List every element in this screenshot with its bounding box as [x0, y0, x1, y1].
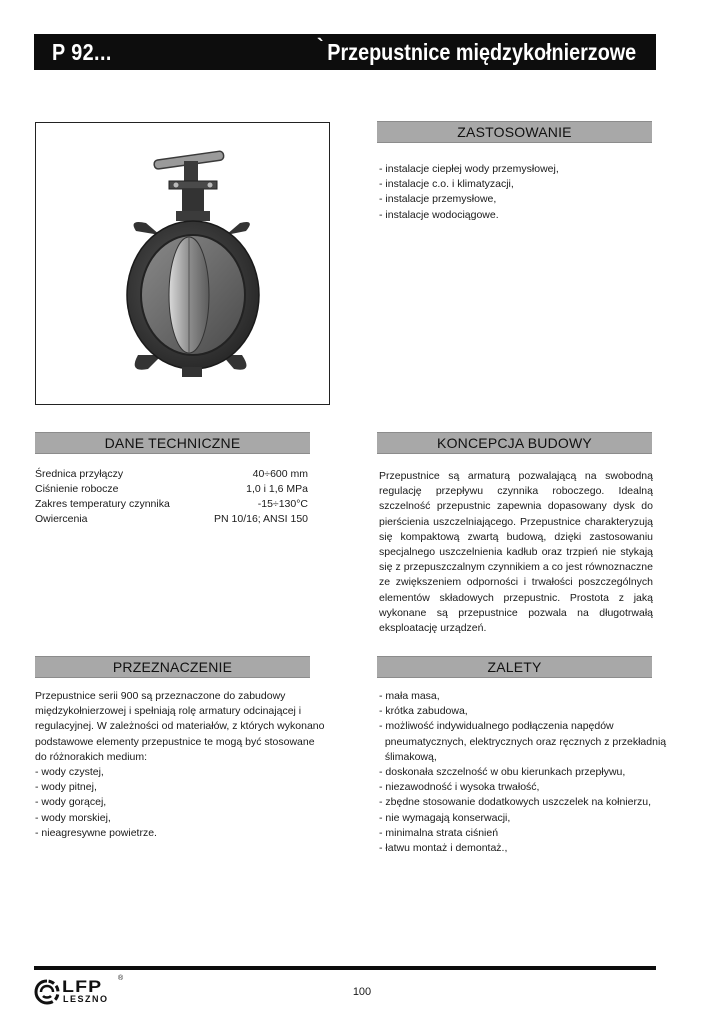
list-item: - wody gorącej, [35, 796, 107, 809]
text-line: Przepustnice serii 900 są przeznaczone do zabudowy [35, 690, 286, 702]
lfp-logo [34, 977, 134, 1009]
list-item: pneumatycznych, elektrycznych oraz ręcznych z przekładnią [379, 735, 667, 748]
list-item: - łatwu montaż i demontaż., [379, 842, 508, 855]
list-item: - instalacje c.o. i klimatyzacji, [379, 178, 514, 191]
spec-label: Ciśnienie robocze [35, 483, 119, 495]
page-number: 100 [352, 986, 372, 998]
list-item: - krótka zabudowa, [379, 705, 468, 718]
product-code: P 92... [52, 39, 112, 65]
registered-mark: ® [118, 975, 124, 982]
spec-value: PN 10/16; ANSI 150 [214, 513, 308, 525]
spec-label: Owiercenia [35, 513, 88, 525]
list-item: - instalacje ciepłej wody przemysłowej, [379, 163, 559, 175]
spec-label: Zakres temperatury czynnika [35, 498, 170, 510]
zastosowanie-list [379, 162, 652, 223]
list-item: ślimakową, [379, 750, 437, 763]
spec-label: Średnica przyłączy [35, 468, 124, 480]
przeznaczenie-text [35, 689, 325, 841]
logo-wordmark: LFP [62, 977, 103, 996]
spec-row-pressure [35, 482, 308, 497]
list-item: - doskonała szczelność w obu kierunkach przepływu, [379, 766, 626, 779]
logo-city: LESZNO [63, 994, 109, 1004]
list-item: - instalacje przemysłowe, [379, 193, 497, 206]
spec-row-drilling [35, 512, 308, 527]
header-tick-mark: ` [317, 36, 324, 58]
list-item: - wody pitnej, [35, 781, 97, 794]
dane-techniczne-heading: DANE TECHNICZNE [35, 432, 310, 454]
list-item: - niezawodność i wysoka trwałość, [379, 781, 540, 794]
przeznaczenie-heading: PRZEZNACZENIE [35, 656, 310, 678]
list-item: - zbędne stosowanie dodatkowych uszczelek na kołnierzu, [379, 796, 651, 809]
spec-row-diameter [35, 467, 308, 482]
text-line: regulacyjnej. W zależności od materiałów, z których wykonano [35, 720, 325, 733]
list-item: - instalacje wodociągowe. [379, 208, 499, 221]
spec-value: 1,0 i 1,6 MPa [246, 483, 308, 495]
header-bar [34, 34, 656, 70]
text-line: podstawowe elementy przepustnice te mogą być stosowane [35, 735, 315, 748]
spec-value: 40÷600 mm [252, 468, 308, 480]
list-item: - minimalna strata ciśnień [379, 826, 499, 839]
lfp-swirl-logo-icon [34, 979, 60, 1005]
spec-row-temperature [35, 497, 308, 512]
page-title: Przepustnice międzykołnierzowe [327, 39, 636, 65]
text-line: do różnorakich medium: [35, 750, 148, 763]
zalety-list [379, 689, 667, 856]
list-item: - nie wymagają konserwacji, [379, 811, 511, 824]
zalety-heading: ZALETY [377, 656, 652, 678]
technical-data-table [35, 467, 308, 527]
list-item: - wody morskiej, [35, 811, 111, 824]
list-item: - nieagresywne powietrze. [35, 826, 157, 839]
text-line: międzykołnierzowej i spełniają rolę armatury odcinającej i [35, 705, 302, 718]
list-item: - możliwość indywidualnego podłączenia napędów [379, 720, 614, 733]
footer-rule [34, 966, 656, 970]
koncepcja-paragraph: Przepustnice są armaturą pozwalającą na swobodną regulację przepływu czynnika roboczego. Idealną szczelność przepustnic zapewnia dopasowany dysk do pierścienia uszczelniającego. Przepustnice charakteryzują się kompaktową zwartą budową, dzięki zastosowaniu specjalnego uszczelnienia kadłub oraz trzpień nie stykają się z przepuszczalnym czynnikiem a co jest równoznaczne ze zwiększeniem odporności i trwałości poszczególnych elementów składowych przepustnic. Prostota z jaką wykonane są przepustnice pozwala na długotrwałą eksploatację urządzeń. [379, 470, 653, 635]
list-item: - wody czystej, [35, 766, 104, 779]
spec-value: -15÷130°C [257, 498, 308, 510]
butterfly-valve-icon [36, 123, 329, 404]
product-photo [35, 122, 330, 405]
list-item: - mała masa, [379, 690, 440, 702]
zastosowanie-heading: ZASTOSOWANIE [377, 121, 652, 143]
koncepcja-budowy-heading: KONCEPCJA BUDOWY [377, 432, 652, 454]
